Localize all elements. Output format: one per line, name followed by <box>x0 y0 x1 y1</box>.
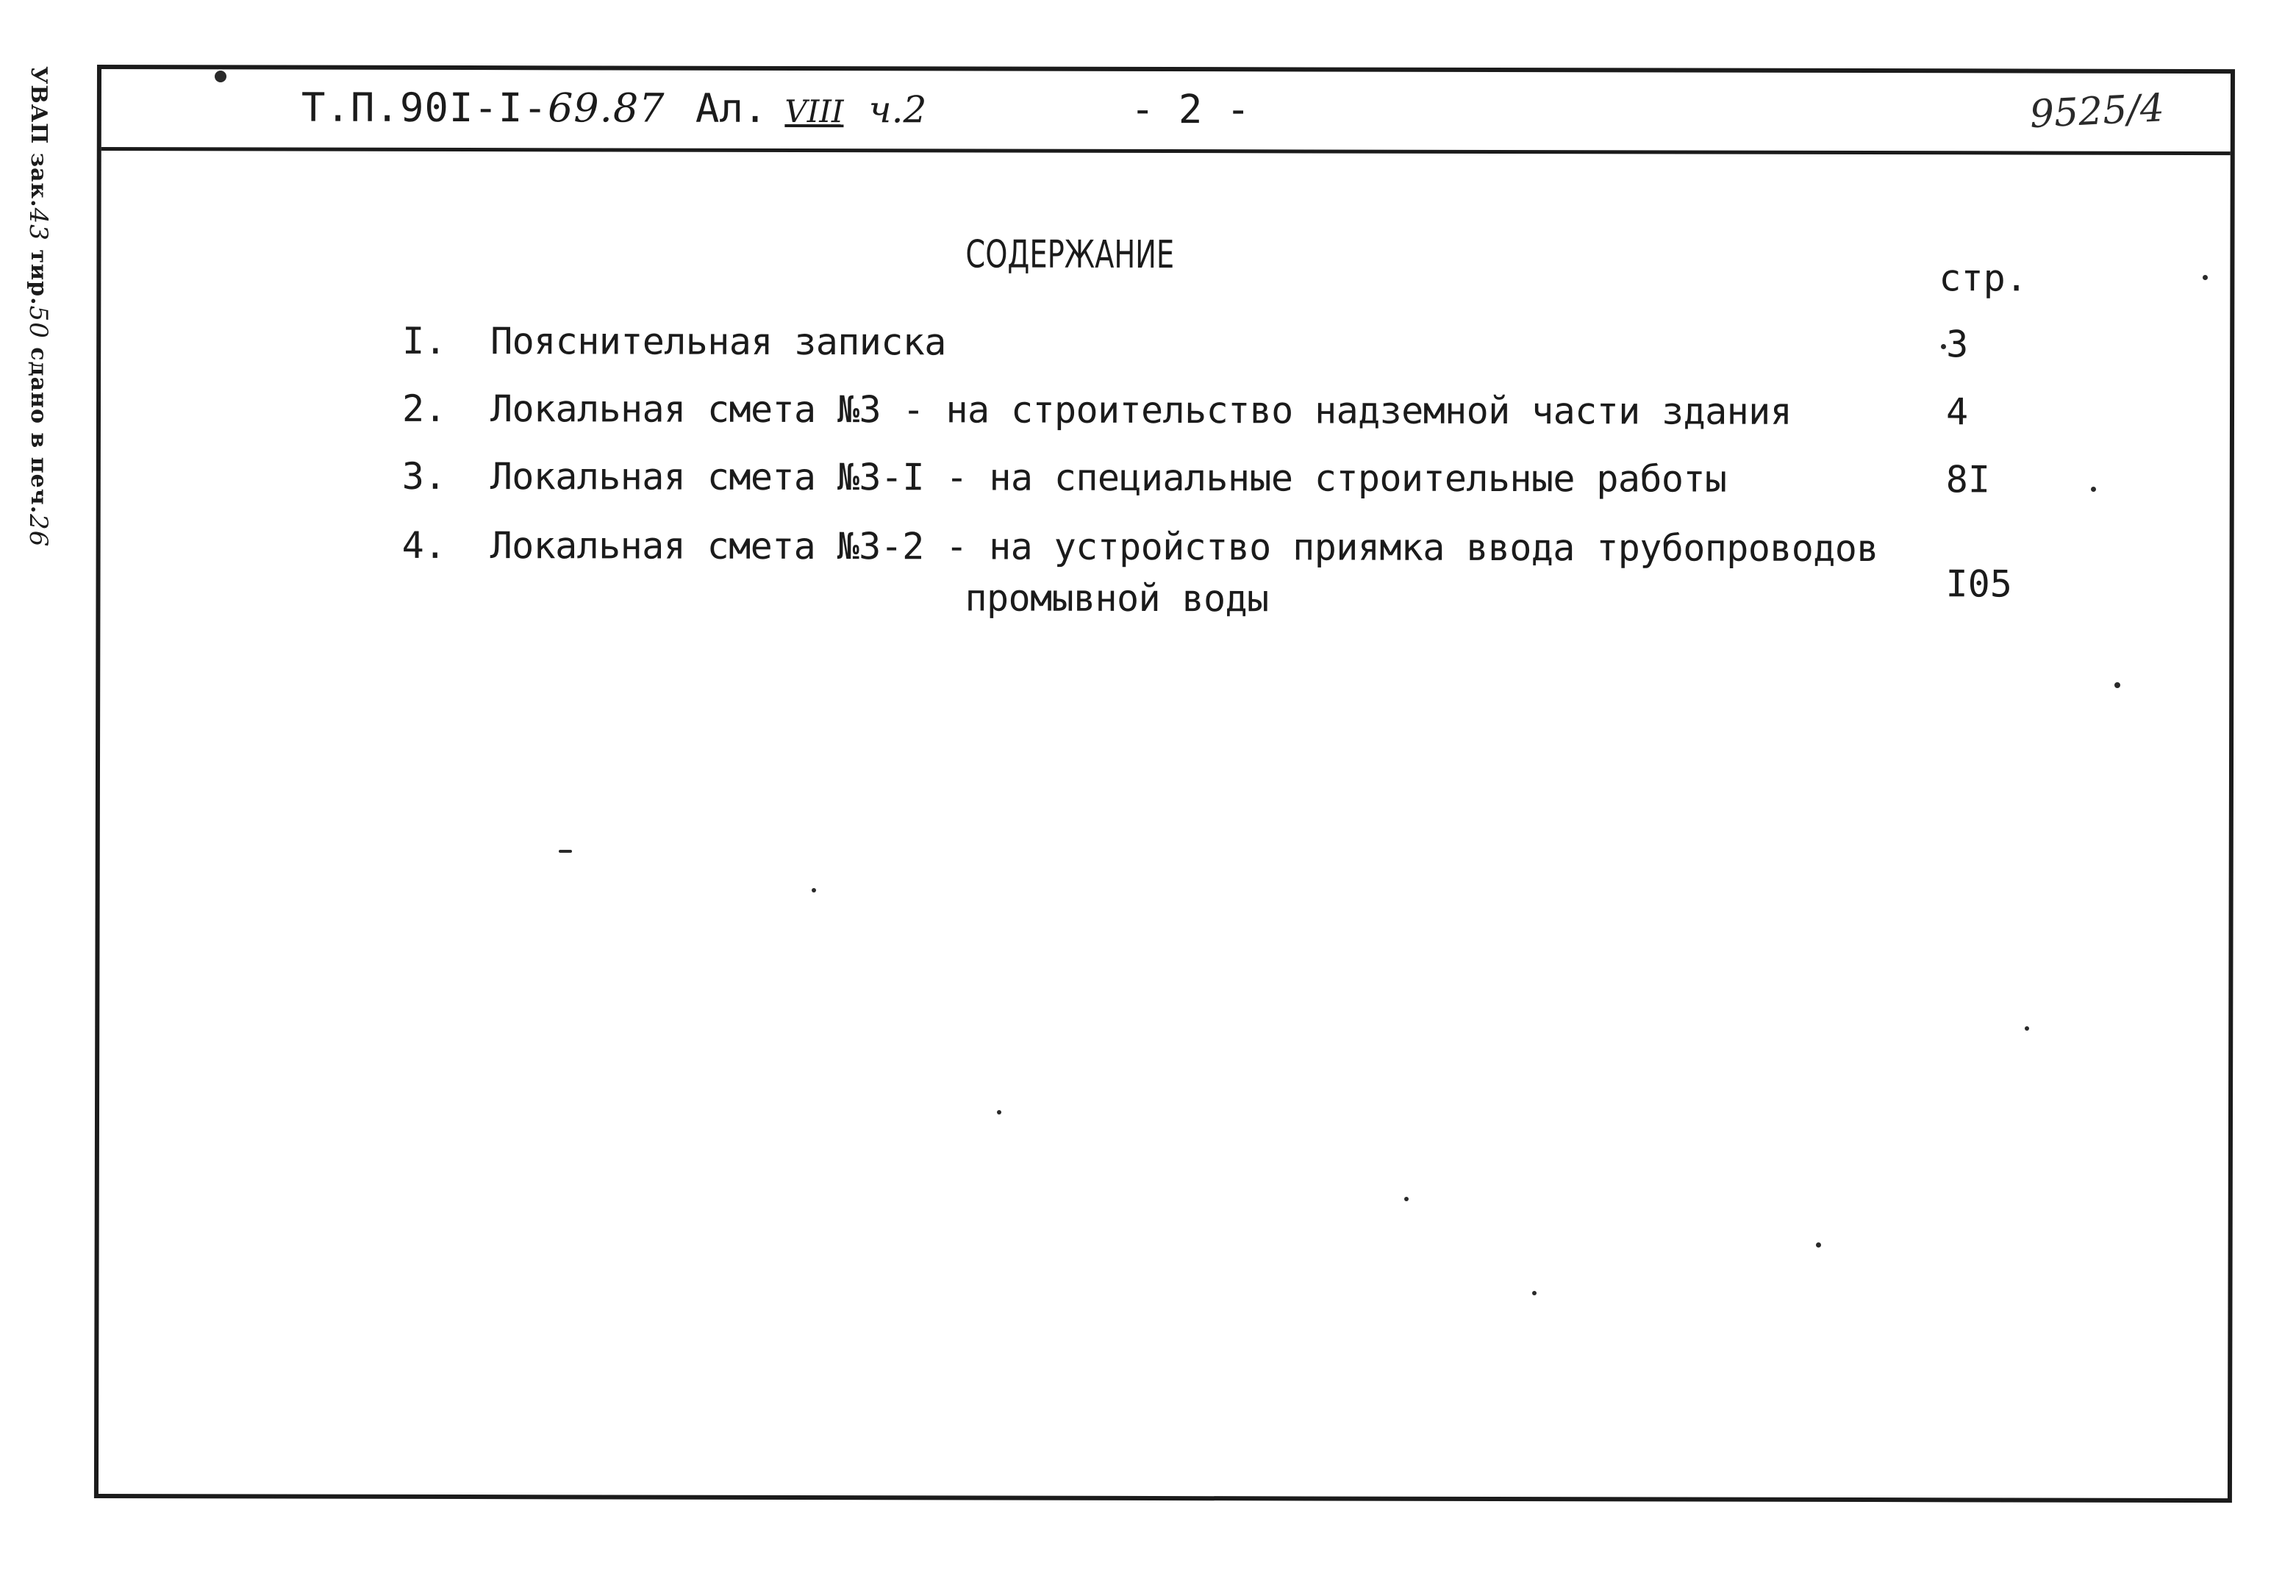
toc-item-number: 2. <box>401 387 447 430</box>
scan-speck <box>997 1110 1001 1114</box>
album-reference <box>695 85 927 132</box>
project-code-printed: Т.П.90I-I- <box>301 84 548 132</box>
scan-speck <box>1816 1242 1821 1248</box>
margin-print-stamp <box>24 66 53 547</box>
scan-speck <box>812 888 816 892</box>
toc-item-title: Локальная смета №3 - на строительство надземной части здания <box>490 387 1792 433</box>
stamp-printed-1: УВАП зак. <box>26 66 51 208</box>
document-frame <box>94 65 2235 1503</box>
stamp-date: 26 <box>24 514 53 548</box>
album-label: Ал. <box>695 85 768 132</box>
toc-item-page: I05 <box>1945 562 2012 606</box>
contents-title: СОДЕРЖАНИЕ <box>965 232 1175 278</box>
toc-item-title: Пояснительная записка <box>490 320 946 364</box>
inventory-number: 9525/4 <box>2028 86 2166 137</box>
scan-speck <box>2203 275 2208 280</box>
toc-item-number: 4. <box>401 523 446 567</box>
scan-speck <box>2114 682 2120 688</box>
scan-speck <box>2025 1026 2029 1031</box>
contents-page-column-label: стр. <box>1939 257 2028 300</box>
toc-item-page: 3 <box>1946 323 1969 366</box>
toc-item-number: I. <box>402 319 447 362</box>
toc-item-title: Локальная смета №3-I - на специальные строительные работы <box>490 455 1727 501</box>
scan-speck <box>1532 1291 1537 1295</box>
scan-speck <box>1941 344 1946 349</box>
toc-item-page: 4 <box>1945 390 1969 434</box>
toc-item-page: 8I <box>1945 458 1991 501</box>
album-part: ч.2 <box>868 88 927 132</box>
stamp-order-number: 43 <box>24 207 53 241</box>
project-code-handwritten: 69.87 <box>547 85 665 132</box>
stamp-print-run: 50 <box>24 305 53 339</box>
toc-item-number: 3. <box>401 454 447 498</box>
scan-speck <box>215 71 226 82</box>
project-code <box>301 85 665 132</box>
scan-speck <box>2091 487 2096 492</box>
title-block-header <box>101 69 2231 151</box>
scan-speck <box>1404 1197 1409 1201</box>
toc-item-title: Локальная смета №3-2 - на устройство приямка ввода трубопроводов <box>490 524 1878 570</box>
stamp-printed-3: сдано в печ. <box>26 338 51 515</box>
album-roman-number: VIII <box>784 93 844 130</box>
toc-item-title-continued: промывной воды <box>965 576 1269 620</box>
scan-speck <box>559 850 572 853</box>
stamp-printed-2: тир. <box>26 240 51 306</box>
page-number: - 2 - <box>1130 85 1251 133</box>
